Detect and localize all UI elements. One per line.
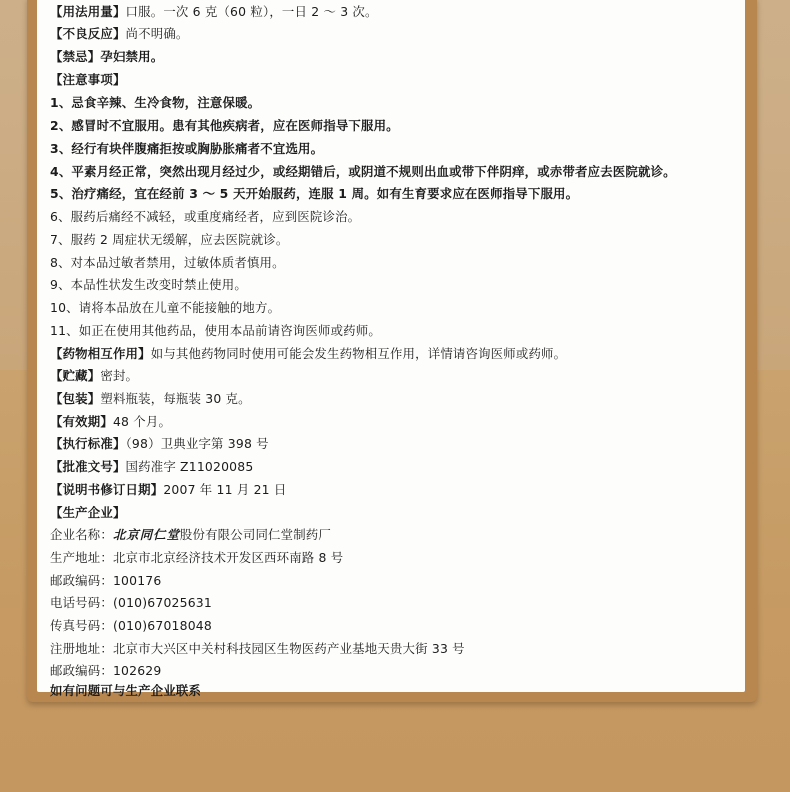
revision-heading: 【说明书修订日期】	[50, 482, 164, 497]
interaction-heading: 【药物相互作用】	[50, 346, 151, 361]
postal-code-2-label: 邮政编码：	[50, 663, 113, 678]
postal-code-2: 102629	[112, 663, 162, 678]
company-name-label: 企业名称：	[50, 527, 113, 542]
production-address-label: 生产地址：	[50, 550, 113, 565]
adverse-line	[50, 24, 189, 44]
precaution-item-11: 11、如正在使用其他药品，使用本品前请咨询医师或药师。	[50, 323, 381, 338]
interaction-text: 如与其他药物同时使用可能会发生药物相互作用，详情请咨询医师或药师。	[150, 346, 567, 361]
usage-line	[50, 2, 378, 22]
registered-address-line	[50, 639, 465, 659]
interaction-line	[50, 344, 566, 364]
taboo-heading: 【禁忌】	[50, 49, 101, 64]
package-heading: 【包装】	[50, 391, 101, 406]
fax-label: 传真号码：	[50, 618, 113, 633]
validity-heading: 【有效期】	[50, 414, 113, 429]
precaution-item-1: 1、忌食辛辣、生冷食物，注意保暖。	[50, 95, 261, 110]
package-line	[50, 389, 251, 409]
package-text: 塑料瓶装，每瓶装 30 克。	[100, 391, 251, 406]
registered-address: 北京市大兴区中关村科技园区生物医药产业基地天贵大街 33 号	[112, 641, 465, 656]
approval-text: 国药准字 Z11020085	[125, 459, 254, 474]
manufacturer-heading: 【生产企业】	[50, 505, 126, 520]
standard-heading: 【执行标准】	[50, 436, 126, 451]
storage-text: 密封。	[100, 368, 139, 383]
fax-line	[50, 616, 212, 636]
taboo-text: 孕妇禁用。	[100, 49, 164, 64]
taboo-line	[50, 47, 163, 67]
postal-code: 100176	[112, 573, 162, 588]
precaution-item-6: 6、服药后痛经不减轻，或重度痛经者，应到医院诊治。	[50, 209, 361, 224]
revision-text: 2007 年 11 月 21 日	[163, 482, 287, 497]
production-address-line	[50, 548, 343, 568]
standard-line	[50, 434, 269, 454]
adverse-text: 尚不明确。	[125, 26, 189, 41]
precaution-item-3: 3、经行有块伴腹痛拒按或胸胁胀痛者不宜选用。	[50, 141, 324, 156]
phone-number: (010)67025631	[112, 595, 212, 610]
postal-code-label: 邮政编码：	[50, 573, 113, 588]
approval-line	[50, 457, 253, 477]
precaution-item-9: 9、本品性状发生改变时禁止使用。	[50, 277, 247, 292]
standard-text: （98）卫典业字第 398 号	[125, 436, 269, 451]
company-name-line	[50, 525, 331, 545]
validity-line	[50, 412, 171, 432]
contact-note: 如有问题可与生产企业联系	[50, 684, 202, 698]
registered-address-label: 注册地址：	[50, 641, 113, 656]
revision-line	[50, 480, 286, 500]
usage-text: 口服。一次 6 克（60 粒），一日 2 ～ 3 次。	[125, 4, 378, 19]
validity-text: 48 个月。	[112, 414, 172, 429]
storage-line	[50, 366, 138, 386]
precaution-item-4: 4、平素月经正常，突然出现月经过少，或经期错后，或阴道不规则出血或带下伴阴痒，或赤带者应去医院就诊。	[50, 164, 676, 179]
company-name-rest: 股份有限公司同仁堂制药厂	[179, 527, 331, 542]
precautions-heading: 【注意事项】	[50, 72, 126, 87]
approval-heading: 【批准文号】	[50, 459, 126, 474]
storage-heading: 【贮藏】	[50, 368, 101, 383]
production-address: 北京市北京经济技术开发区西环南路 8 号	[112, 550, 344, 565]
precaution-item-10: 10、请将本品放在儿童不能接触的地方。	[50, 300, 281, 315]
postal-code-2-line	[50, 661, 161, 681]
company-logo-script: 北京同仁堂	[112, 527, 180, 542]
phone-line	[50, 593, 212, 613]
precaution-item-2: 2、感冒时不宜服用。患有其他疾病者，应在医师指导下服用。	[50, 118, 399, 133]
fax-number: (010)67018048	[112, 618, 212, 633]
adverse-heading: 【不良反应】	[50, 26, 126, 41]
precaution-item-5: 5、治疗痛经，宜在经前 3 ～ 5 天开始服药，连服 1 周。如有生育要求应在医师指导下服用。	[50, 186, 579, 201]
postal-code-line	[50, 571, 161, 591]
usage-heading: 【用法用量】	[50, 4, 126, 19]
precaution-item-8: 8、对本品过敏者禁用，过敏体质者慎用。	[50, 255, 285, 270]
phone-label: 电话号码：	[50, 595, 113, 610]
precaution-item-7: 7、服药 2 周症状无缓解，应去医院就诊。	[50, 232, 289, 247]
